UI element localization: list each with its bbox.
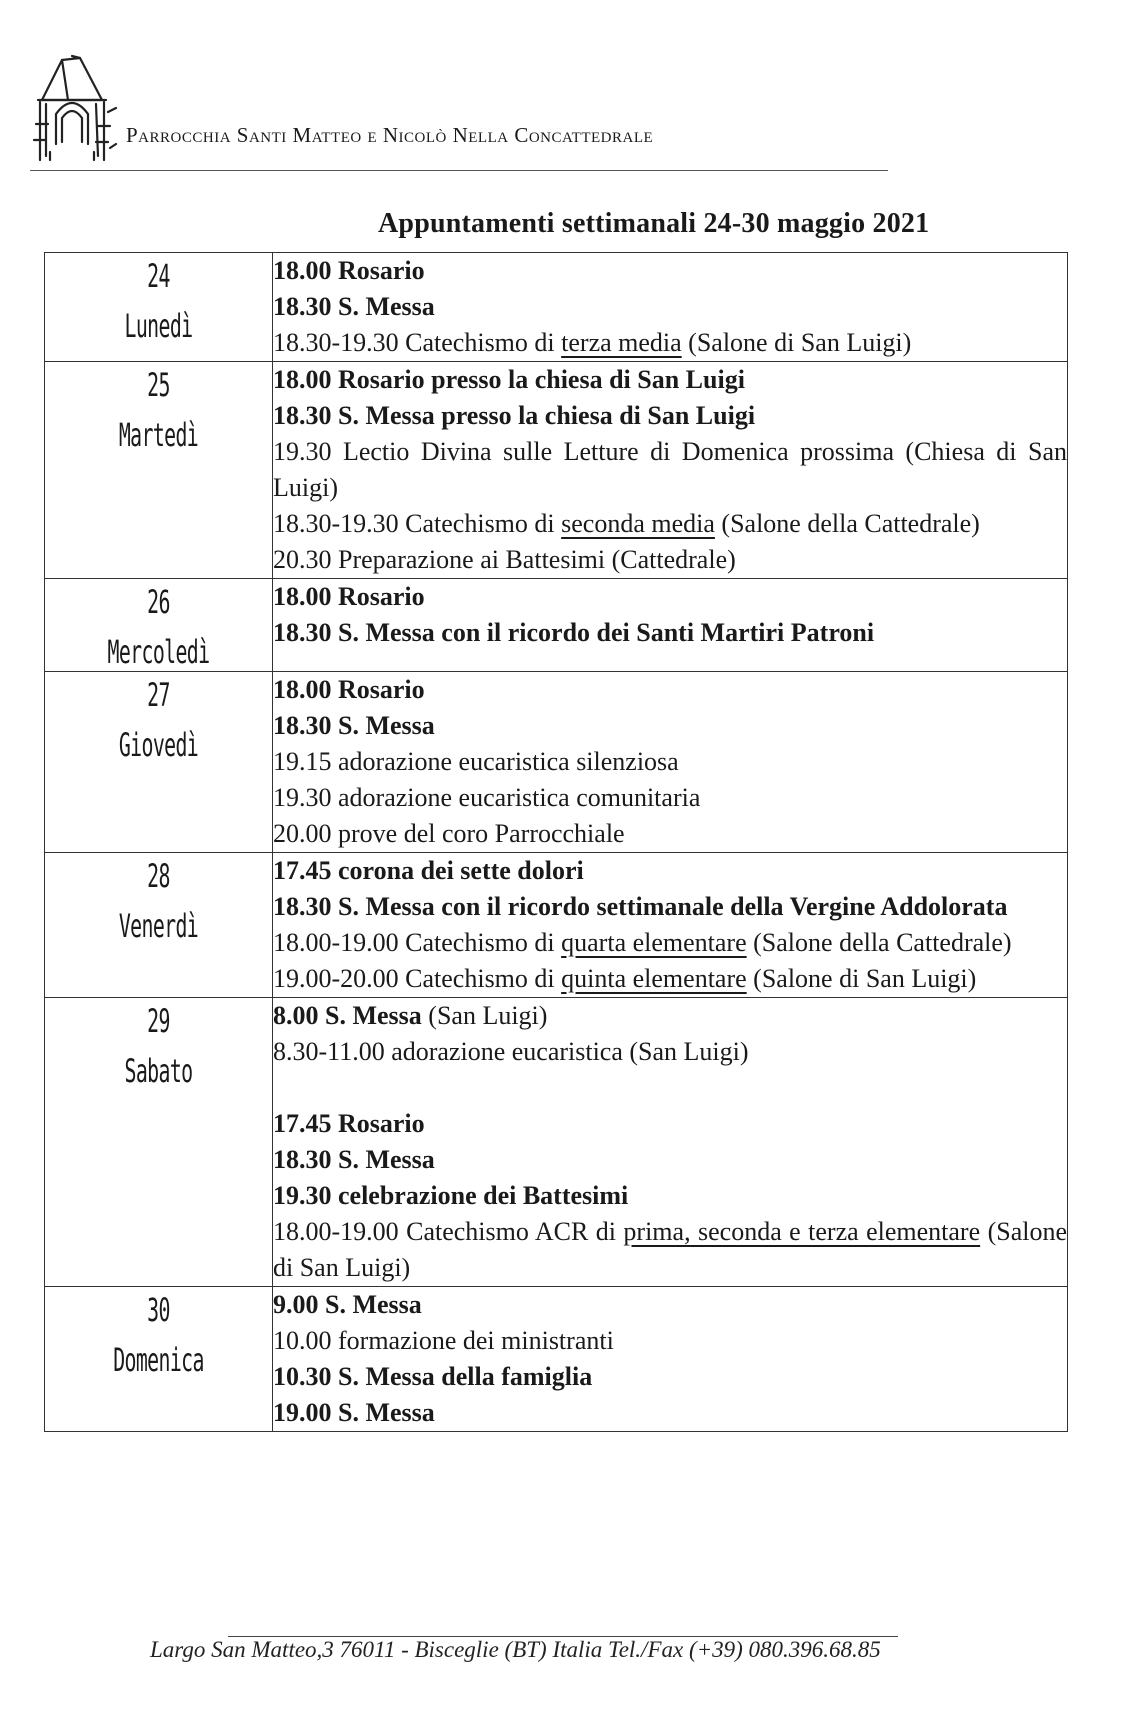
events-cell bbox=[273, 253, 1068, 362]
day-row bbox=[45, 362, 1068, 579]
day-cell bbox=[45, 579, 273, 672]
letterhead bbox=[30, 52, 900, 172]
day-number: 27 bbox=[147, 676, 170, 714]
event-text: 20.30 Preparazione ai Battesimi (Cattedrale) bbox=[273, 545, 736, 574]
event-text: 18.00-19.00 Catechismo di bbox=[273, 928, 562, 957]
day-number: 26 bbox=[147, 583, 170, 621]
event-text: 18.00 Rosario bbox=[273, 256, 425, 285]
event-item bbox=[273, 1359, 1067, 1395]
event-item bbox=[273, 998, 1067, 1034]
day-number: 30 bbox=[147, 1291, 170, 1329]
event-text: 9.00 S. Messa bbox=[273, 1290, 422, 1319]
day-name: Venerdì bbox=[118, 907, 199, 945]
event-item bbox=[273, 398, 1067, 434]
event-underlined-text: terza media bbox=[561, 328, 682, 357]
event-text: 19.30 adorazione eucaristica comunitaria bbox=[273, 783, 701, 812]
event-item bbox=[273, 889, 1067, 925]
event-item bbox=[273, 506, 1067, 542]
event-text: 18.00 Rosario bbox=[273, 582, 425, 611]
event-text: (San Luigi) bbox=[421, 1001, 548, 1030]
event-text: 18.00-19.00 Catechismo ACR di bbox=[273, 1217, 624, 1246]
event-text: (Salone della Cattedrale) bbox=[746, 928, 1012, 957]
day-row bbox=[45, 998, 1068, 1287]
event-text: 19.15 adorazione eucaristica silenziosa bbox=[273, 747, 679, 776]
event-item bbox=[273, 744, 1067, 780]
event-text: 18.30 S. Messa con il ricordo settimanale della Vergine Addolorata bbox=[273, 892, 1008, 921]
day-row bbox=[45, 579, 1068, 672]
event-text: 18.30 S. Messa bbox=[273, 711, 435, 740]
event-item bbox=[273, 708, 1067, 744]
event-underlined-text: seconda media bbox=[561, 509, 715, 538]
event-text: 18.30-19.30 Catechismo di bbox=[273, 509, 562, 538]
day-cell bbox=[45, 672, 273, 853]
header-divider bbox=[30, 170, 888, 171]
day-name: Sabato bbox=[124, 1052, 193, 1090]
event-item bbox=[273, 253, 1067, 289]
event-text: 18.30 S. Messa con il ricordo dei Santi Martiri Patroni bbox=[273, 618, 875, 647]
event-underlined-text: prima, seconda e terza elementare bbox=[623, 1217, 981, 1246]
day-cell bbox=[45, 853, 273, 998]
event-item bbox=[273, 925, 1067, 961]
event-item bbox=[273, 1395, 1067, 1431]
event-item bbox=[273, 961, 1067, 997]
weekly-schedule-table bbox=[44, 252, 1068, 1432]
event-item bbox=[273, 853, 1067, 889]
event-text: (Salone di San Luigi) bbox=[746, 964, 977, 993]
day-cell bbox=[45, 1287, 273, 1432]
event-item bbox=[273, 1214, 1067, 1286]
event-item bbox=[273, 1034, 1067, 1070]
events-cell bbox=[273, 998, 1068, 1287]
event-item bbox=[273, 1142, 1067, 1178]
events-cell bbox=[273, 579, 1068, 672]
day-number: 24 bbox=[147, 257, 170, 295]
event-item bbox=[273, 325, 1067, 361]
day-cell bbox=[45, 253, 273, 362]
event-item bbox=[273, 1287, 1067, 1323]
church-tower-icon bbox=[32, 52, 122, 162]
event-text: 20.00 prove del coro Parrocchiale bbox=[273, 819, 625, 848]
event-underlined-text: quarta elementare bbox=[561, 928, 747, 957]
event-item bbox=[273, 615, 1067, 651]
day-number: 25 bbox=[147, 366, 170, 404]
day-name: Lunedì bbox=[124, 307, 193, 345]
event-item bbox=[273, 1106, 1067, 1142]
events-cell bbox=[273, 672, 1068, 853]
day-name: Giovedì bbox=[118, 726, 199, 764]
event-item bbox=[273, 362, 1067, 398]
day-row bbox=[45, 253, 1068, 362]
parish-name: Parrocchia Santi Matteo e Nicolò Nella Concattedrale bbox=[126, 123, 654, 147]
event-text: 19.00 S. Messa bbox=[273, 1398, 435, 1427]
event-item bbox=[273, 434, 1067, 506]
day-cell bbox=[45, 998, 273, 1287]
event-text: 18.30 S. Messa bbox=[273, 292, 435, 321]
event-item bbox=[273, 672, 1067, 708]
event-item bbox=[273, 1178, 1067, 1214]
address-footer: Largo San Matteo,3 76011 - Bisceglie (BT) Italia Tel./Fax (+39) 080.396.68.85 bbox=[150, 1637, 881, 1662]
page-title: Appuntamenti settimanali 24-30 maggio 2021 bbox=[378, 208, 930, 239]
event-text: 19.30 Lectio Divina sulle Letture di Domenica prossima (Chiesa di San Luigi) bbox=[273, 437, 1067, 502]
event-underlined-text: quinta elementare bbox=[561, 964, 747, 993]
events-cell bbox=[273, 853, 1068, 998]
events-cell bbox=[273, 362, 1068, 579]
day-name: Martedì bbox=[118, 416, 199, 454]
day-number: 29 bbox=[147, 1002, 170, 1040]
event-text: 18.00 Rosario bbox=[273, 675, 425, 704]
event-text: 8.00 S. Messa bbox=[273, 1001, 422, 1030]
event-text: 10.00 formazione dei ministranti bbox=[273, 1326, 614, 1355]
day-name: Domenica bbox=[113, 1341, 204, 1379]
day-row bbox=[45, 672, 1068, 853]
day-row bbox=[45, 1287, 1068, 1432]
event-text: 8.30-11.00 adorazione eucaristica (San Luigi) bbox=[273, 1037, 749, 1066]
event-text: 18.30-19.30 Catechismo di bbox=[273, 328, 562, 357]
event-text: 19.30 celebrazione dei Battesimi bbox=[273, 1181, 629, 1210]
event-text: (Salone di San Luigi) bbox=[273, 1217, 1067, 1282]
event-text: 17.45 Rosario bbox=[273, 1109, 425, 1138]
event-text: 18.00 Rosario presso la chiesa di San Luigi bbox=[273, 365, 745, 394]
events-cell bbox=[273, 1287, 1068, 1432]
event-item bbox=[273, 579, 1067, 615]
event-item bbox=[273, 289, 1067, 325]
event-text: 17.45 corona dei sette dolori bbox=[273, 856, 584, 885]
event-text: 19.00-20.00 Catechismo di bbox=[273, 964, 562, 993]
event-item bbox=[273, 542, 1067, 578]
event-text: 10.30 S. Messa della famiglia bbox=[273, 1362, 593, 1391]
event-item bbox=[273, 780, 1067, 816]
event-item bbox=[273, 816, 1067, 852]
event-item bbox=[273, 1323, 1067, 1359]
day-row bbox=[45, 853, 1068, 998]
event-text: (Salone della Cattedrale) bbox=[714, 509, 980, 538]
day-number: 28 bbox=[147, 857, 170, 895]
day-cell bbox=[45, 362, 273, 579]
event-text: 18.30 S. Messa bbox=[273, 1145, 435, 1174]
day-name: Mercoledì bbox=[107, 633, 210, 671]
event-text: 18.30 S. Messa presso la chiesa di San Luigi bbox=[273, 401, 756, 430]
event-text: (Salone di San Luigi) bbox=[681, 328, 912, 357]
